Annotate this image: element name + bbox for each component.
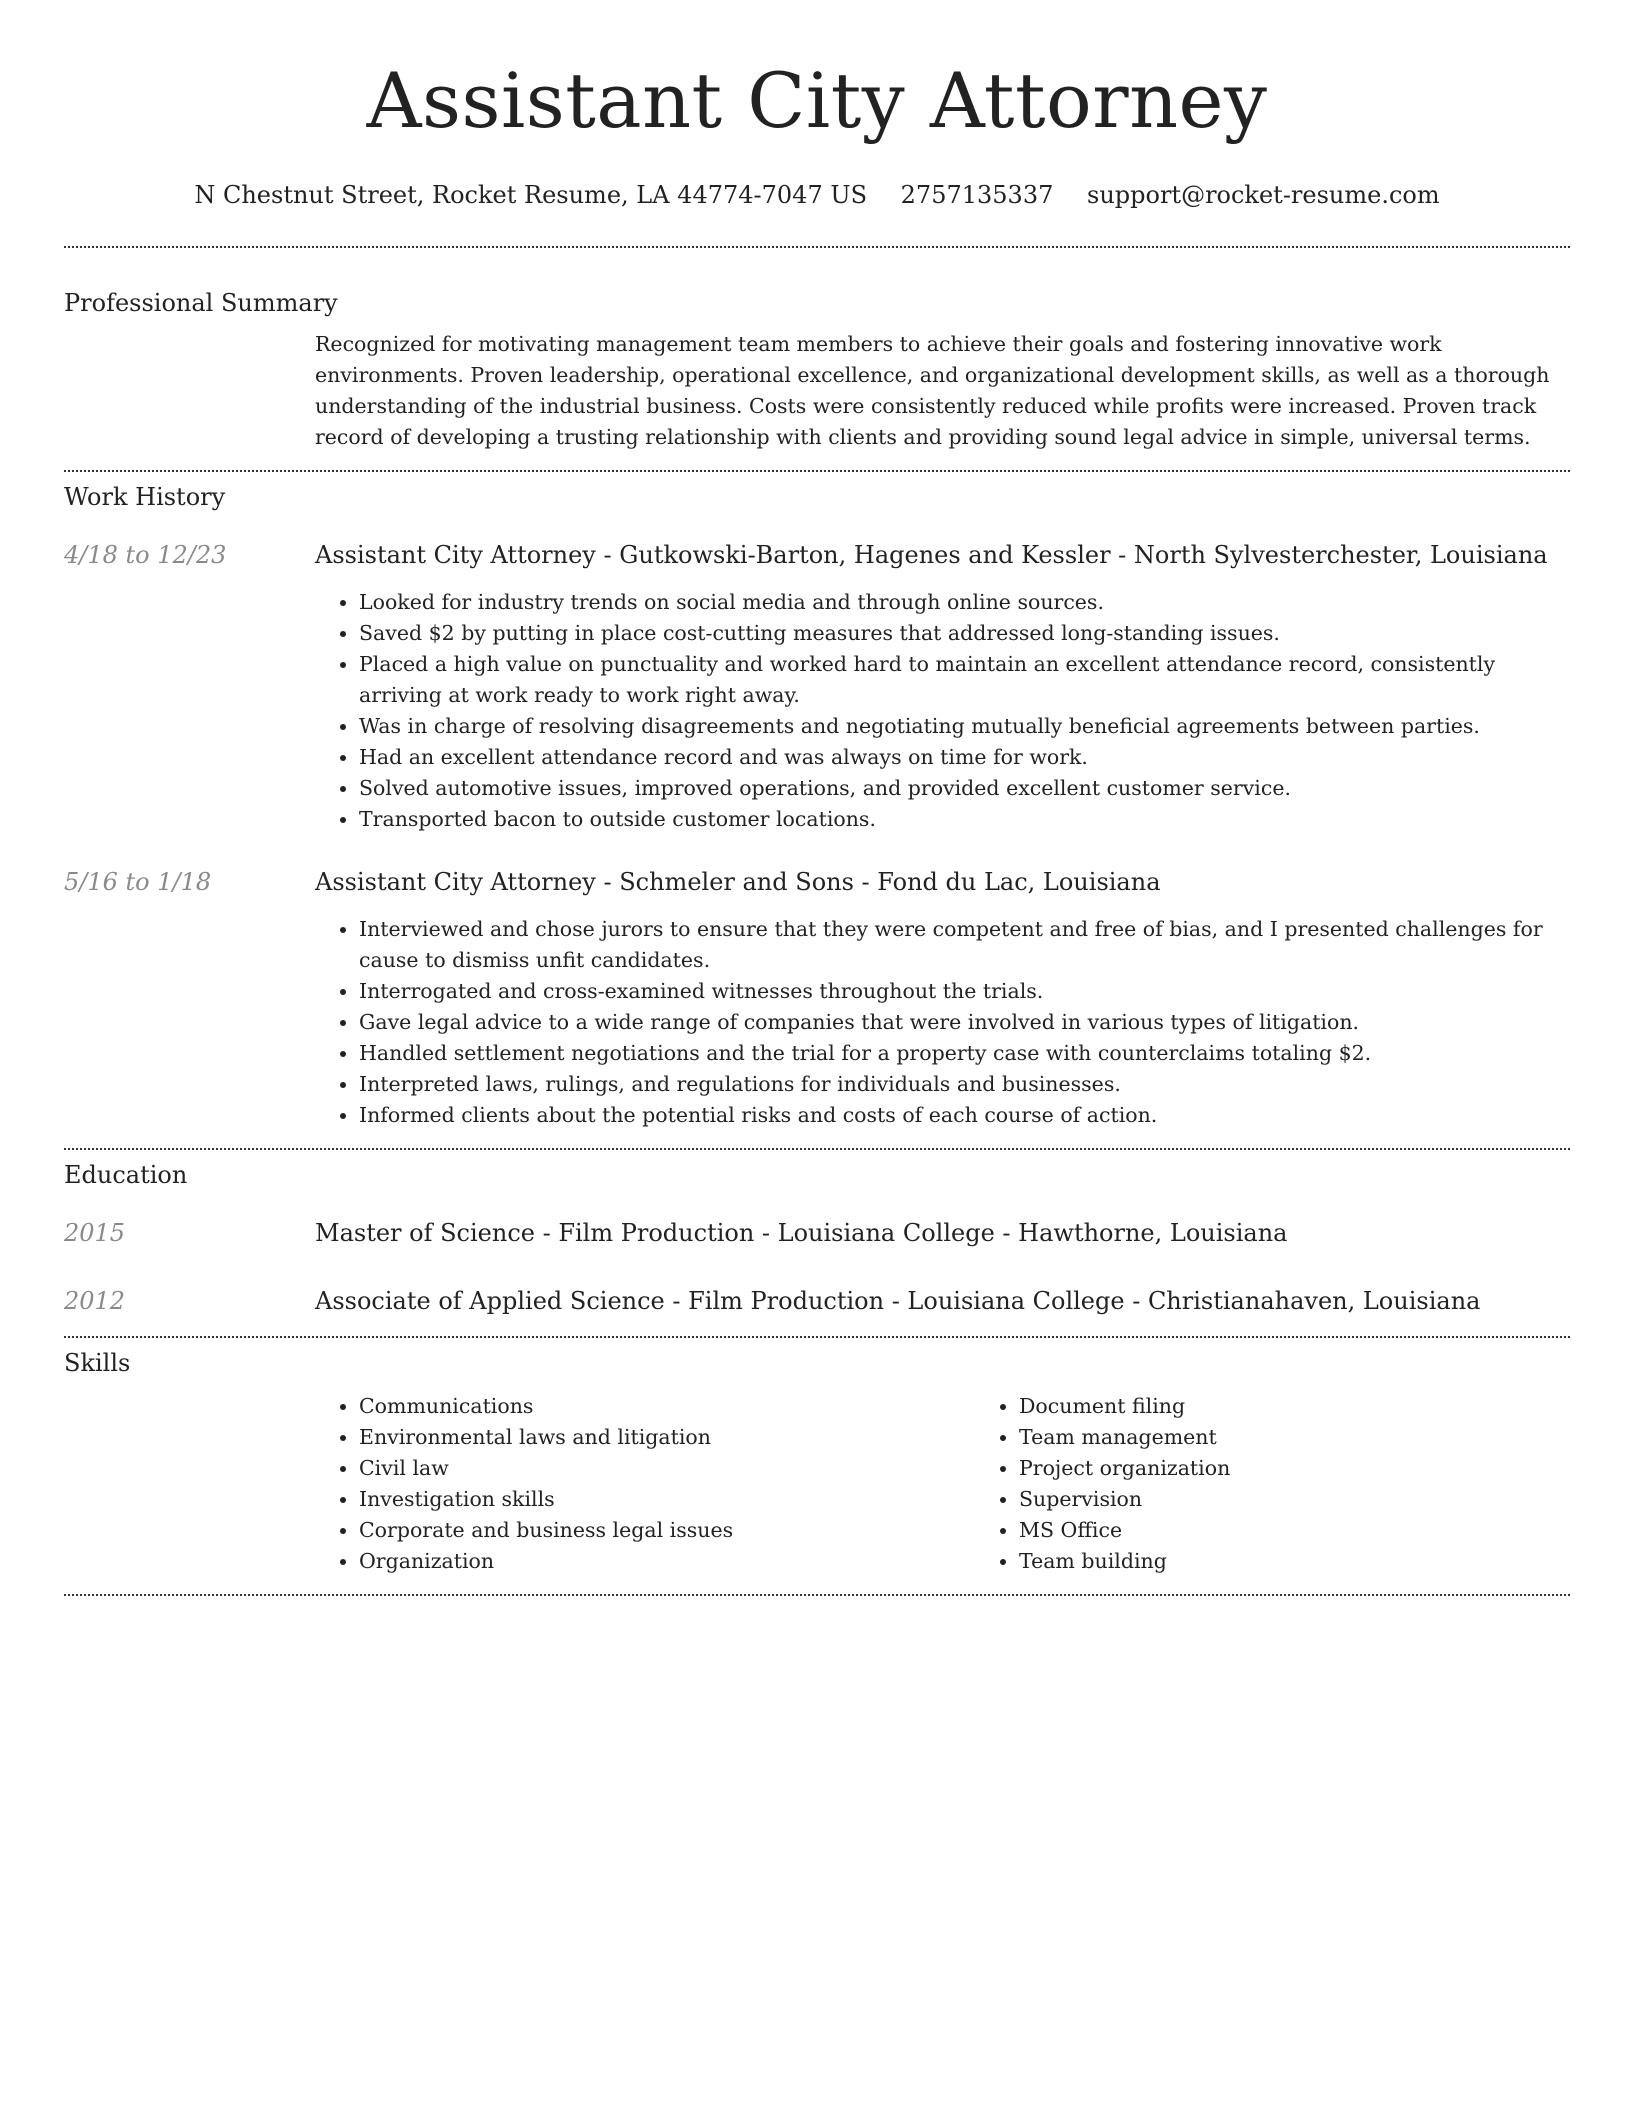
- list-item: • Handled settlement negotiations and the trial for a property case with counterclaims totaling $2.: [359, 1038, 1570, 1069]
- job-title: Assistant City Attorney - Schmeler and Sons - Fond du Lac, Louisiana: [315, 868, 1161, 896]
- job-title: Assistant City Attorney - Gutkowski-Barton, Hagenes and Kessler - North Sylvesterchester, Louisiana: [315, 541, 1548, 569]
- job-dates: 4/18 to 12/23: [64, 541, 227, 569]
- education-entry: [64, 1286, 1570, 1316]
- contact-email: support@rocket-resume.com: [1087, 181, 1440, 209]
- skill-item: • Supervision: [1019, 1484, 1632, 1515]
- skill-item: • Environmental laws and litigation: [359, 1422, 975, 1453]
- divider: [64, 1594, 1570, 1596]
- work-history-heading: Work History: [64, 483, 226, 511]
- list-item: • Was in charge of resolving disagreements and negotiating mutually beneficial agreements between parties.: [359, 711, 1570, 742]
- job-bullets: [315, 914, 1570, 1131]
- summary-heading: Professional Summary: [64, 289, 338, 317]
- summary-section: [64, 248, 1570, 453]
- list-item: • Informed clients about the potential risks and costs of each course of action.: [359, 1100, 1570, 1131]
- job-bullets: [315, 587, 1570, 835]
- education-entry: [64, 1218, 1570, 1248]
- education-text: Associate of Applied Science - Film Production - Louisiana College - Christianahaven, Louisiana: [315, 1287, 1481, 1315]
- skills-grid: [315, 1391, 1632, 1577]
- skill-item: • Organization: [359, 1546, 975, 1577]
- skills-list-right: [975, 1391, 1632, 1577]
- skill-item: • Project organization: [1019, 1453, 1632, 1484]
- resume-page: [64, 0, 1570, 1596]
- contact-line: [64, 180, 1570, 210]
- summary-text: Recognized for motivating management team members to achieve their goals and fostering innovative work environments. Proven leadership, operational excellence, and organizational development skills, as well as a thorough understanding of the industrial business. Costs were consistently reduced while profits were increased. Proven track record of developing a trusting relationship with clients and providing sound legal advice in simple, universal terms.: [315, 332, 1550, 449]
- education-text: Master of Science - Film Production - Louisiana College - Hawthorne, Louisiana: [315, 1219, 1288, 1247]
- job-dates: 5/16 to 1/18: [64, 868, 212, 896]
- education-heading: Education: [64, 1161, 188, 1189]
- summary-spacer: [64, 329, 315, 453]
- resume-title: Assistant City Attorney: [366, 56, 1268, 145]
- skills-spacer: [64, 1391, 315, 1577]
- list-item: • Gave legal advice to a wide range of companies that were involved in various types of litigation.: [359, 1007, 1570, 1038]
- list-item: • Had an excellent attendance record and was always on time for work.: [359, 742, 1570, 773]
- list-item: • Transported bacon to outside customer locations.: [359, 804, 1570, 835]
- skill-item: • Team management: [1019, 1422, 1632, 1453]
- contact-address: N Chestnut Street, Rocket Resume, LA 44774-7047 US: [194, 181, 868, 209]
- education-year: 2012: [64, 1287, 126, 1315]
- contact-phone: 2757135337: [900, 181, 1054, 209]
- education-section: [64, 1150, 1570, 1316]
- list-item: • Interviewed and chose jurors to ensure that they were competent and free of bias, and I presented challenges for cause to dismiss unfit candidates.: [359, 914, 1570, 976]
- skills-heading: Skills: [64, 1349, 131, 1377]
- skill-item: • Corporate and business legal issues: [359, 1515, 975, 1546]
- work-history-section: [64, 472, 1570, 1131]
- job-entry: [64, 867, 1570, 1131]
- education-year: 2015: [64, 1219, 126, 1247]
- skill-item: • Communications: [359, 1391, 975, 1422]
- list-item: • Interrogated and cross-examined witnesses throughout the trials.: [359, 976, 1570, 1007]
- skill-item: • Investigation skills: [359, 1484, 975, 1515]
- skill-item: • Civil law: [359, 1453, 975, 1484]
- skill-item: • Document filing: [1019, 1391, 1632, 1422]
- job-entry: [64, 540, 1570, 835]
- list-item: • Solved automotive issues, improved operations, and provided excellent customer service.: [359, 773, 1570, 804]
- list-item: • Placed a high value on punctuality and worked hard to maintain an excellent attendance record, consistently arriving at work ready to work right away.: [359, 649, 1570, 711]
- list-item: • Saved $2 by putting in place cost-cutting measures that addressed long-standing issues.: [359, 618, 1570, 649]
- skill-item: • Team building: [1019, 1546, 1632, 1577]
- list-item: • Interpreted laws, rulings, and regulations for individuals and businesses.: [359, 1069, 1570, 1100]
- list-item: • Looked for industry trends on social media and through online sources.: [359, 587, 1570, 618]
- skills-list-left: [315, 1391, 975, 1577]
- skills-section: [64, 1338, 1570, 1577]
- skill-item: • MS Office: [1019, 1515, 1632, 1546]
